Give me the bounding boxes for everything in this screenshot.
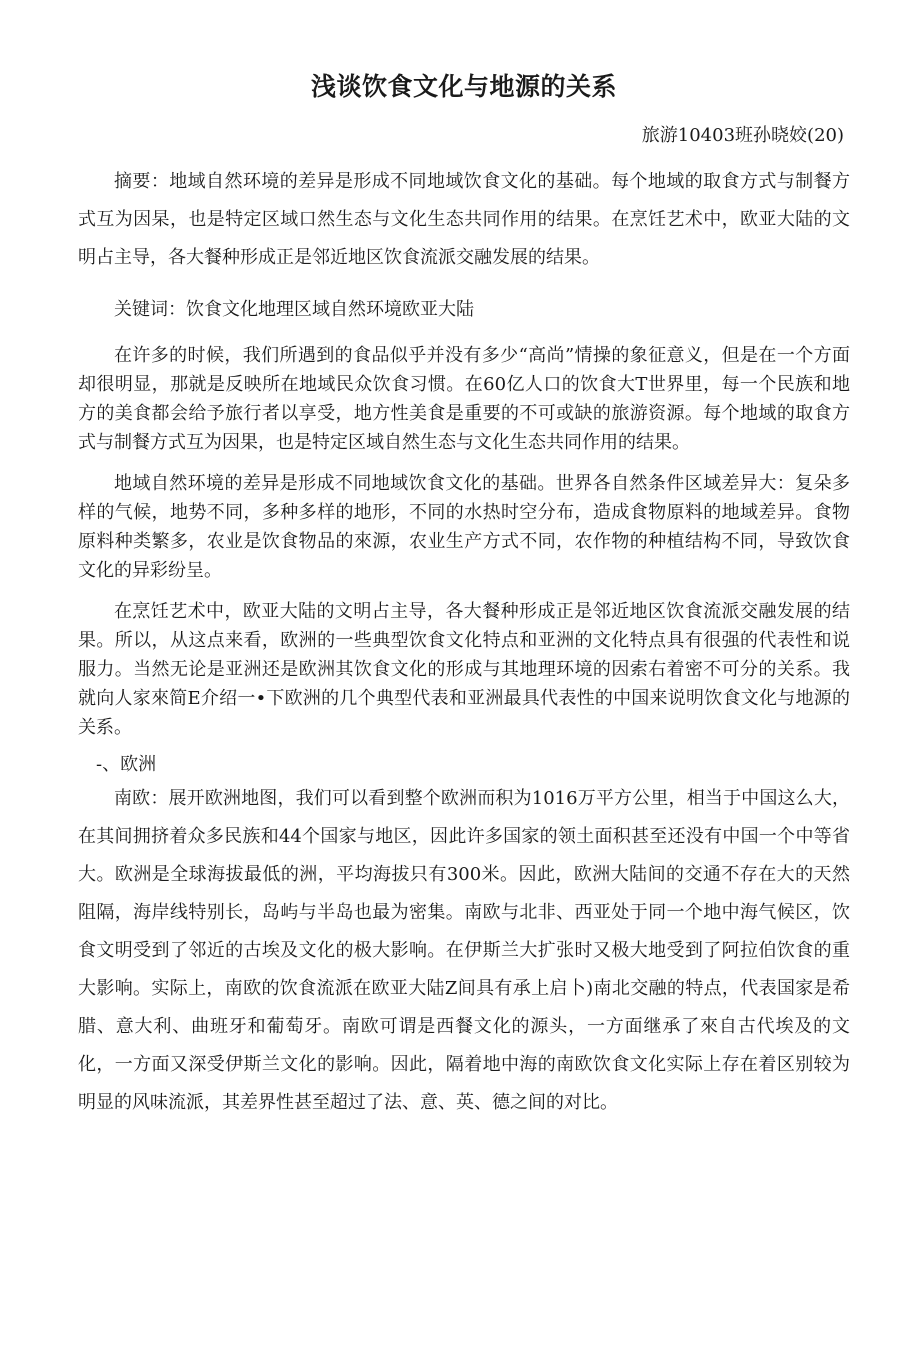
abstract-paragraph: 摘要：地域自然环境的差异是形成不同地域饮食文化的基础。每个地域的取食方式与制餐方式互为因杲，也是特定区域口然生态与文化生态共同作用的结果。在烹饪艺术中，欧亚大陆的文明占主导，各大餐种形成正是邻近地区饮食流派交融发展的结果。 — [78, 171, 850, 269]
spacer — [78, 585, 850, 597]
spacer — [78, 742, 850, 750]
document-content — [78, 0, 850, 1122]
spacer — [78, 457, 850, 469]
section-body-southern-europe: 南欧：展开欧洲地图，我们可以看到整个欧洲而积为1016万平方公里，相当于中国这么大，在其间拥挤着众多民族和44个国家与地区，因此许多国家的领土面积甚至还没有中国一个中等省大。欧洲是全球海拔最低的洲，平均海拔只有300米。因此，欧洲大陆间的交通不存在大的天然阻隔，海岸线特别长，岛屿与半岛也最为密集。南欧与北非、西亚处于同一个地中海气候区，饮食文明受到了邻近的古埃及文化的极大影响。在伊斯兰大扩张时又极大地受到了阿拉伯饮食的重大影响。实际上，南欧的饮食流派在欧亚大陆Z间具有承上启卜)南北交融的特点，代表国家是希腊、意大利、曲班牙和葡萄牙。南欧可谓是西餐文化的源头，一方面继承了來自古代埃及的文化，一方面又深受伊斯兰文化的影响。因此，隔着地中海的南欧饮食文化实际上存在着区别较为明显的风味流派，其差界性甚至超过了法、意、英、德之间的对比。 — [78, 788, 850, 1114]
spacer — [78, 329, 850, 341]
author-byline: 旅游10403班孙晓姣(20) — [641, 125, 844, 146]
body-paragraph-1: 在许多的时候，我们所遇到的食品似乎并没有多少“高尚”情操的象征意义，但是在一个方面却很明显，那就是反映所在地域民众饮食习惯。在60亿人口的饮食大T世界里，每一个民族和地方的美食都会给予旅行者以享受，地方性美食是重要的不可或缺的旅游资源。每个地域的取食方式与制餐方式互为因果，也是特定区域自然生态与文化生态共同作用的结果。 — [78, 345, 850, 454]
body-paragraph-2: 地域自然环境的差异是形成不同地域饮食文化的基础。世界各自然条件区域差异大：复朵多样的气候，地势不同，多种多样的地形，不同的水热时空分布，造成食物原料的地域差异。食物原料种类繁多，农业是饮食物品的來源，农业生产方式不同，农作物的种植结构不同，导致饮食文化的异彩纷呈。 — [78, 473, 850, 582]
keywords-line: 关键词：饮食文化地理区域自然环境欧亚大陆 — [114, 299, 474, 321]
section-heading-europe: -、欧洲 — [96, 754, 157, 776]
page-title: 浅谈饮食文化与地源的关系 — [310, 72, 617, 101]
spacer — [78, 147, 850, 163]
body-paragraph-3: 在烹饪艺术中，欧亚大陆的文明占主导，各大餐种形成正是邻近地区饮食流派交融发展的结果。所以，从这点来看，欧洲的一些典型饮食文化特点和亚洲的文化特点具有很强的代表性和说服力。当然无论是亚洲还是欧洲其饮食文化的形成与其地理环境的因索右着密不可分的关系。我就向人家來简E介绍一•下欧洲的几个典型代表和亚洲最具代表性的中国来说明饮食文化与地源的关系。 — [78, 601, 850, 739]
spacer — [78, 277, 850, 291]
